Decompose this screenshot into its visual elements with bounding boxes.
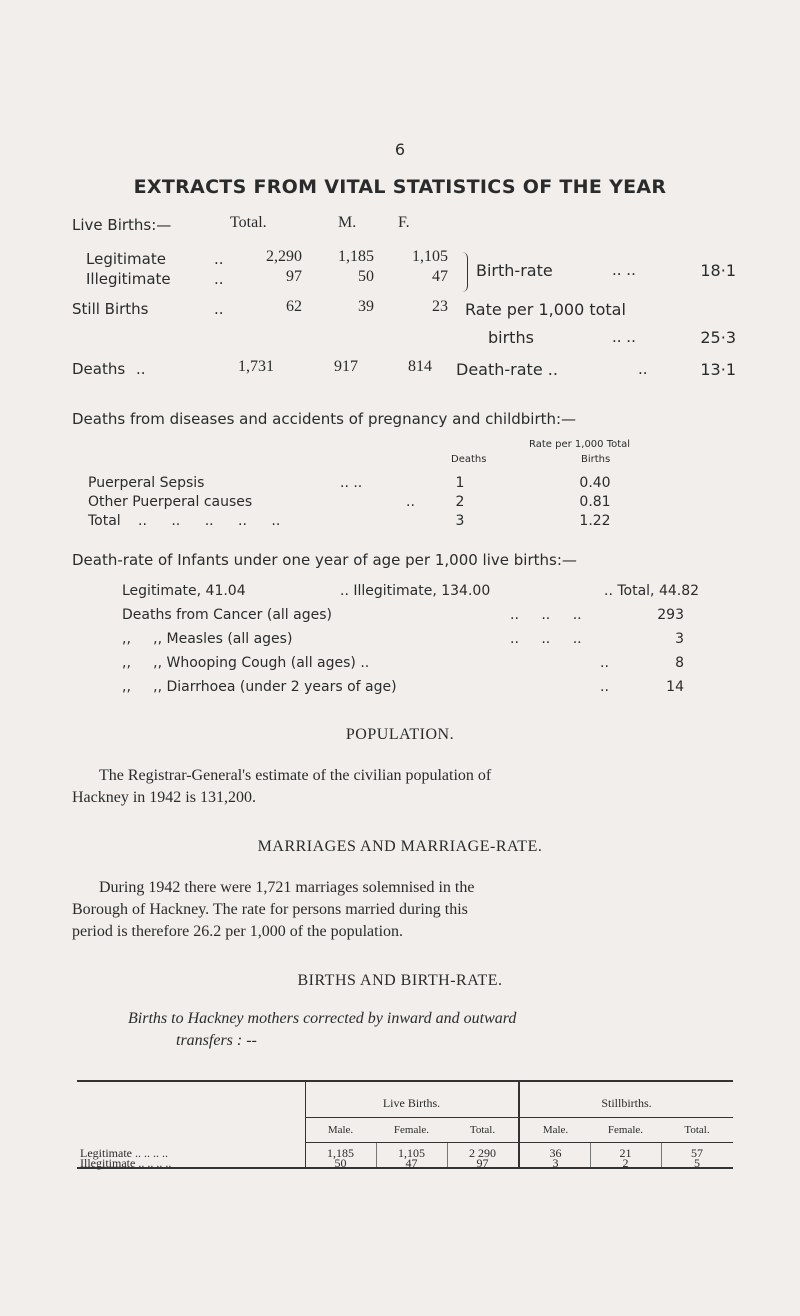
marriages-heading: MARRIAGES AND MARRIAGE-RATE. xyxy=(257,838,543,855)
table-cell: 97 xyxy=(476,1156,489,1170)
marriages-text-3: period is therefore 26.2 per 1,000 of the population. xyxy=(72,923,404,940)
pregnancy-row-dots: .. xyxy=(406,494,415,510)
group-rule xyxy=(305,1117,733,1118)
birth-rate-value: 18·1 xyxy=(700,261,736,280)
col-rate-header: Rate per 1,000 Total xyxy=(529,439,631,450)
birth-rate-dots: .. .. xyxy=(612,261,636,279)
page-number: 6 xyxy=(394,140,406,159)
population-text-2: Hackney in 1942 is 131,200. xyxy=(72,789,256,806)
row-total: 2,290 xyxy=(266,248,302,265)
infants-intro: Death-rate of Infants under one year of age per 1,000 live births:— xyxy=(72,551,577,569)
row-m: 39 xyxy=(358,298,374,315)
deaths-line-label: Deaths from Cancer (all ages) xyxy=(122,607,332,623)
pregnancy-row-rate: 0.81 xyxy=(579,494,611,510)
table-cell: 47 xyxy=(405,1156,418,1170)
sub-header: Female. xyxy=(393,1124,430,1136)
page-title: EXTRACTS FROM VITAL STATISTICS OF THE YEAR xyxy=(133,176,667,198)
still-rate-label-2: births xyxy=(488,328,534,347)
table-cell: 5 xyxy=(694,1156,700,1170)
row-f: 1,105 xyxy=(412,248,448,265)
population-heading: POPULATION. xyxy=(345,726,455,743)
pregnancy-row-label: Total xyxy=(88,513,121,529)
deaths-line-dots: .. xyxy=(600,655,609,671)
still-rate-dots: .. .. xyxy=(612,328,636,346)
pregnancy-row-label: Puerperal Sepsis xyxy=(88,475,205,491)
row-m: 1,185 xyxy=(338,248,374,265)
table-cell: 57 xyxy=(691,1146,703,1160)
table-row-label: Illegitimate .. .. .. .. xyxy=(80,1156,172,1170)
sub-header: Male. xyxy=(327,1124,354,1136)
deaths-line-dots: .. .. .. xyxy=(510,631,582,647)
row-dots: .. xyxy=(214,250,224,268)
row-total: 1,731 xyxy=(238,358,274,375)
table-cell: 21 xyxy=(619,1146,632,1160)
still-rate-label: Rate per 1,000 total xyxy=(465,300,626,319)
group-header-still: Stillbirths. xyxy=(601,1096,652,1110)
deaths-line-value: 293 xyxy=(657,607,684,623)
deaths-line-dots: .. xyxy=(600,679,609,695)
pregnancy-row-label: Other Puerperal causes xyxy=(88,494,253,510)
infant-rate-illegitimate: .. Illegitimate, 134.00 xyxy=(340,583,491,599)
sub-header-rule xyxy=(305,1142,733,1143)
infant-rate-total: .. Total, 44.82 xyxy=(604,583,700,599)
births-heading: BIRTHS AND BIRTH-RATE. xyxy=(297,972,503,989)
deaths-line-dots: .. .. .. xyxy=(510,607,582,623)
sub-header: Total. xyxy=(684,1124,710,1136)
sub-header: Total. xyxy=(469,1124,496,1136)
col-total-header: Total. xyxy=(230,214,267,231)
deaths-line-label: ,, ,, Diarrhoea (under 2 years of age) xyxy=(122,679,397,695)
row-label: Legitimate xyxy=(86,250,166,268)
birth-rate-label: Birth-rate xyxy=(476,261,553,280)
infant-rate-legitimate: Legitimate, 41.04 xyxy=(122,583,246,599)
table-cell: 2 xyxy=(622,1156,629,1170)
table-cell: 3 xyxy=(552,1156,559,1170)
col-f-header: F. xyxy=(398,214,410,231)
deaths-line-value: 14 xyxy=(666,679,684,695)
pregnancy-row-dots: .. .. xyxy=(340,475,363,491)
row-f: 814 xyxy=(408,358,432,375)
table-cell: 50 xyxy=(334,1156,347,1170)
col-m-header: M. xyxy=(338,214,357,231)
births-caption-1: Births to Hackney mothers corrected by inward and outward xyxy=(128,1010,517,1027)
pregnancy-row-rate: 1.22 xyxy=(579,513,611,529)
sub-header: Male. xyxy=(542,1124,569,1136)
table-top-rule xyxy=(77,1080,733,1082)
group-header-live: Live Births. xyxy=(382,1096,441,1110)
row-f: 47 xyxy=(432,268,448,285)
brace xyxy=(461,252,468,292)
deaths-line-label: ,, ,, Measles (all ages) xyxy=(122,631,293,647)
still-births-label: Still Births xyxy=(72,300,149,318)
marriages-text-2: Borough of Hackney. The rate for persons married during this xyxy=(72,901,468,918)
still-rate-value: 25·3 xyxy=(700,328,736,347)
deaths-line-value: 8 xyxy=(675,655,684,671)
deaths-label: Deaths xyxy=(72,360,126,378)
pregnancy-row-dots: .. .. .. .. .. xyxy=(138,513,281,529)
pregnancy-row-deaths: 1 xyxy=(455,475,465,491)
deaths-line-value: 3 xyxy=(675,631,684,647)
row-m: 50 xyxy=(358,268,374,285)
row-dots: .. xyxy=(214,270,224,288)
col-births-header: Births xyxy=(581,454,611,465)
table-row-label: Legitimate .. .. .. .. xyxy=(80,1146,168,1160)
row-total: 97 xyxy=(286,268,302,285)
death-rate-value: 13·1 xyxy=(700,360,736,379)
marriages-text-1: During 1942 there were 1,721 marriages solemnised in the xyxy=(99,879,475,896)
table-cell: 1,185 xyxy=(327,1146,354,1160)
pregnancy-row-deaths: 3 xyxy=(455,513,465,529)
col-deaths-header: Deaths xyxy=(451,454,487,465)
deaths-line-label: ,, ,, Whooping Cough (all ages) .. xyxy=(122,655,370,671)
pregnancy-row-deaths: 2 xyxy=(455,494,465,510)
row-dots: .. xyxy=(214,300,224,318)
table-cell: 1,105 xyxy=(398,1146,425,1160)
table-cell: 2 290 xyxy=(469,1146,496,1160)
population-text-1: The Registrar-General's estimate of the civilian population of xyxy=(99,767,492,784)
row-total: 62 xyxy=(286,298,302,315)
death-rate-dots: .. xyxy=(638,360,648,378)
row-f: 23 xyxy=(432,298,448,315)
row-label: Illegitimate xyxy=(86,270,171,288)
births-caption-2: transfers : -- xyxy=(176,1032,257,1049)
sub-header: Female. xyxy=(607,1124,644,1136)
pregnancy-row-rate: 0.40 xyxy=(579,475,611,491)
row-m: 917 xyxy=(334,358,358,375)
pregnancy-intro: Deaths from diseases and accidents of pregnancy and childbirth:— xyxy=(72,410,577,428)
row-dots: .. xyxy=(136,360,146,378)
live-births-label: Live Births:— xyxy=(72,216,172,234)
death-rate-label: Death-rate .. xyxy=(456,360,558,379)
table-cell: 36 xyxy=(549,1146,562,1160)
